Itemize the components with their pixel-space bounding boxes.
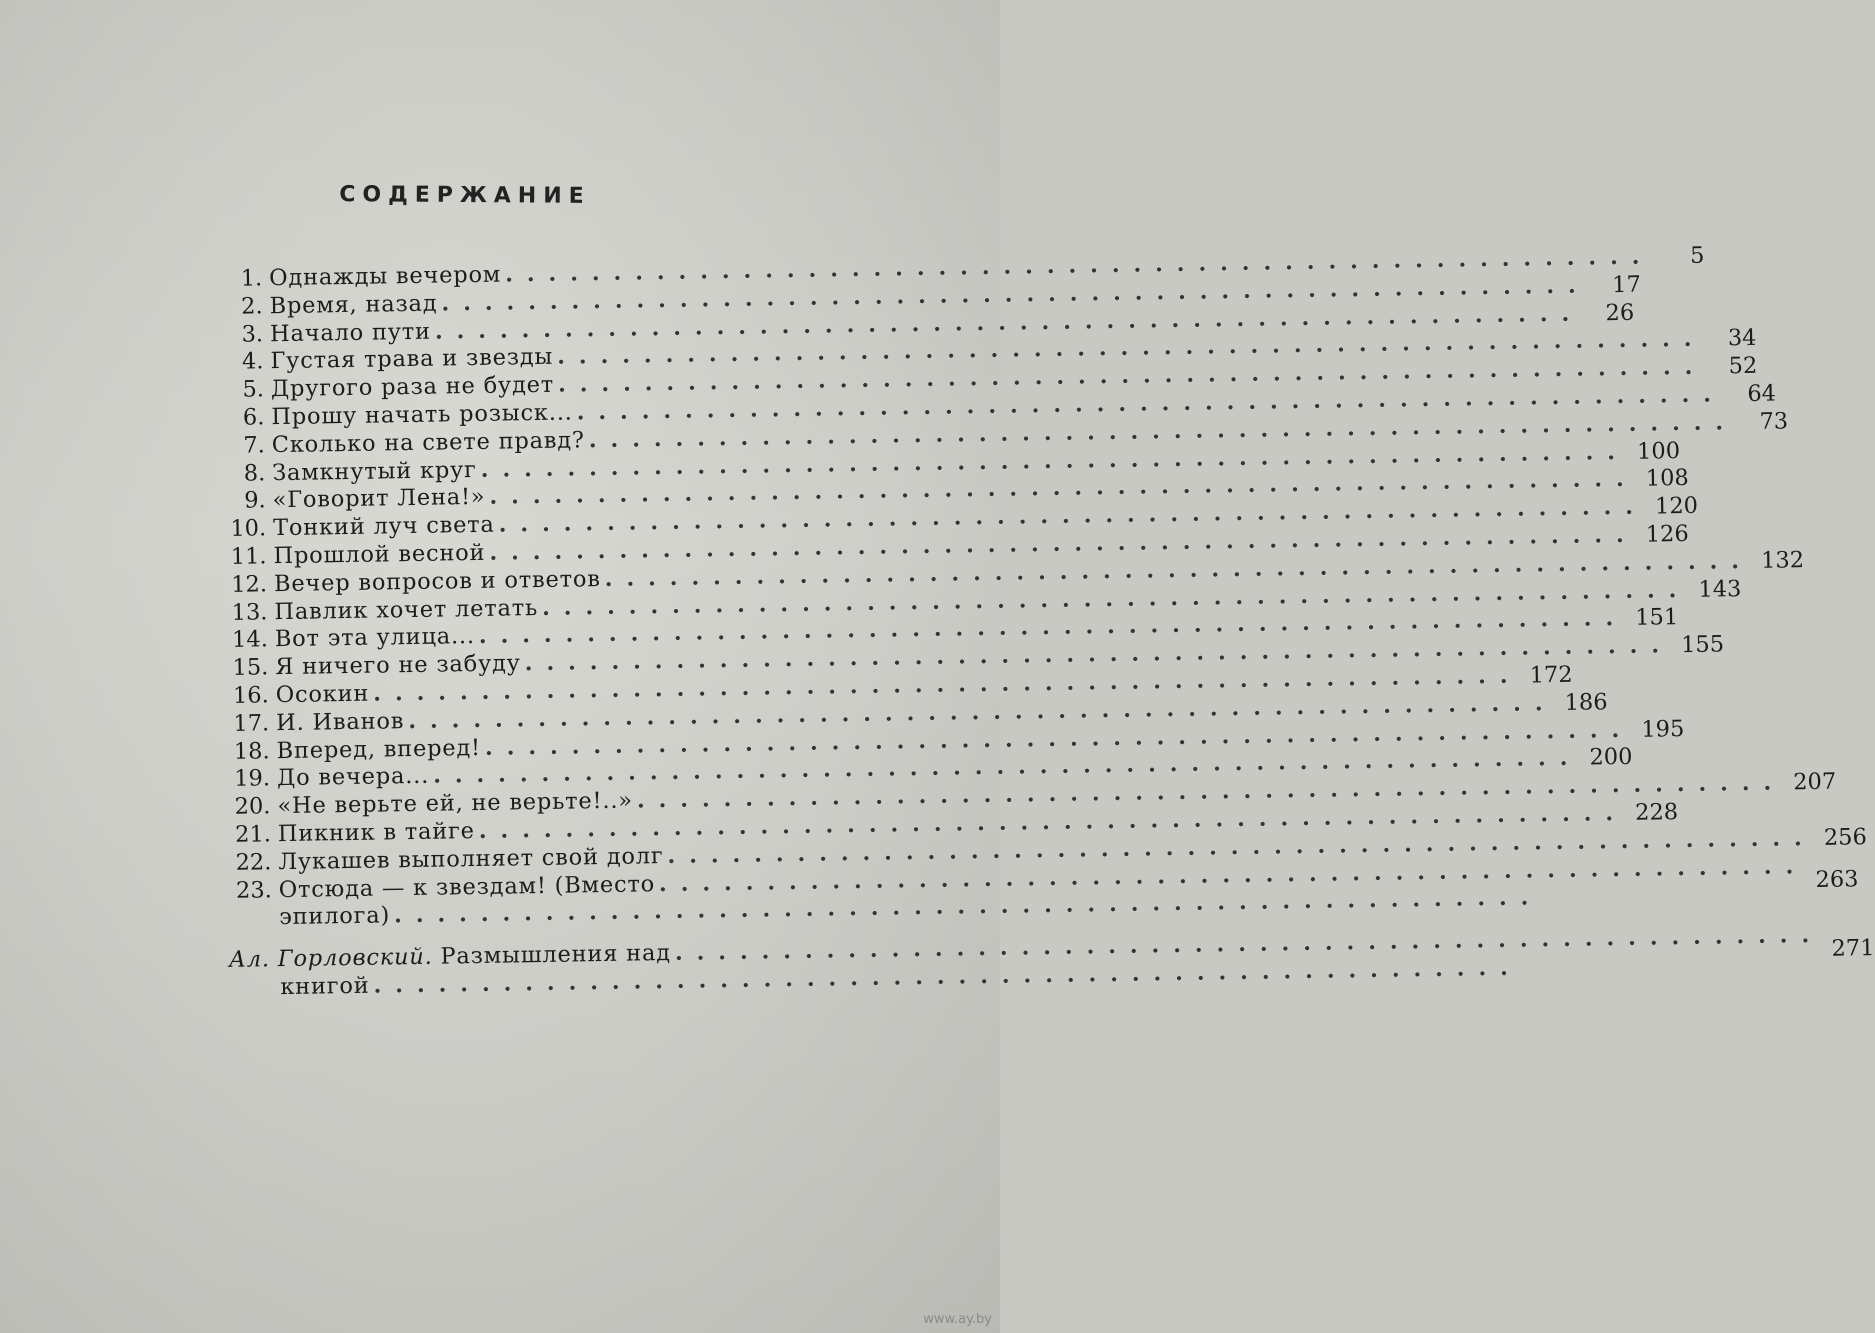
entry-title: Лукашев выполняет свой долг — [278, 842, 664, 875]
entry-page-number: 126 — [1645, 520, 1689, 548]
entry-page-number: 132 — [1760, 546, 1805, 574]
entry-page-number: 26 — [1605, 299, 1635, 326]
entry-page-number: 52 — [1728, 353, 1758, 380]
entry-page-number: 228 — [1634, 799, 1679, 826]
entry-title: Вот эта улица... — [274, 623, 476, 653]
entry-title: Прошу начать розыск... — [271, 399, 573, 431]
entry-number: 3. — [241, 320, 264, 348]
entry-number: 18. — [233, 737, 270, 765]
entry-title: Павлик хочет летать — [274, 594, 539, 625]
entry-number: 15. — [232, 654, 269, 681]
entry-title: Осокин — [275, 680, 370, 709]
entry-page-number: 172 — [1529, 661, 1573, 689]
watermark: www.ay.by — [923, 1312, 992, 1327]
entry-title-line2: эпилога) — [279, 902, 391, 931]
entry-title: Пикник в тайге — [277, 817, 475, 848]
entry-title: Я ничего не забуду — [275, 650, 521, 681]
entry-page-number: 151 — [1635, 604, 1679, 632]
entry-page-number: 155 — [1680, 631, 1725, 659]
entry-title: «Не верьте ей, не верьте!..» — [277, 787, 634, 820]
entry-title: Сколько на свете правд? — [271, 427, 585, 458]
entry-number: 9. — [244, 487, 266, 514]
afterword-author: Ал. Горловский. — [228, 943, 433, 974]
entry-page-number: 34 — [1727, 325, 1757, 352]
entry-page-number: 207 — [1793, 768, 1837, 796]
toc-entry-23 — [228, 865, 1859, 933]
entry-title: Однажды вечером — [268, 261, 502, 292]
afterword-title-line1: Размышления над — [440, 940, 672, 970]
entry-page-number: 64 — [1747, 380, 1777, 407]
entry-number: 22. — [235, 848, 272, 876]
entry-number: 6. — [242, 404, 265, 431]
entry-number: 16. — [232, 682, 269, 709]
entry-title: Прошлой весной — [273, 539, 486, 570]
entry-number: 13. — [231, 598, 268, 626]
entry-number: 4. — [241, 348, 264, 376]
toc-afterword — [228, 935, 1875, 1002]
entry-page-number: 120 — [1654, 492, 1699, 520]
entry-number: 2. — [240, 293, 263, 320]
entry-page-number: 195 — [1641, 715, 1685, 743]
entry-title: До вечера... — [276, 763, 430, 792]
entry-title: Тонкий луч света — [272, 511, 495, 542]
afterword-page-number: 271 — [1831, 935, 1875, 962]
entry-title: Вечер вопросов и ответов — [273, 565, 601, 597]
entry-number: 20. — [234, 793, 271, 820]
entry-title: Другого раза не будет — [270, 371, 555, 403]
entry-title: Начало пути — [269, 318, 432, 347]
entry-title: Вперед, вперед! — [276, 734, 482, 764]
entry-number: 1. — [240, 265, 263, 292]
entry-number: 10. — [230, 515, 267, 543]
entry-page-number: 73 — [1759, 408, 1789, 435]
entry-page-number: 108 — [1645, 465, 1689, 492]
afterword-title-line2: книгой — [280, 972, 370, 1001]
entry-title: Замкнутый круг — [272, 456, 477, 486]
entry-number: 23. — [235, 876, 273, 904]
toc-entries — [218, 242, 1867, 877]
entry-title: «Говорит Лена!» — [272, 484, 486, 514]
entry-number: 5. — [242, 376, 265, 403]
entry-page-number: 100 — [1636, 437, 1681, 465]
contents-heading: СОДЕРЖАНИЕ — [339, 182, 591, 209]
entry-number: 17. — [233, 710, 270, 737]
entry-page-number: 186 — [1564, 688, 1608, 716]
entry-number: 7. — [243, 432, 266, 459]
entry-page-number: 17 — [1611, 271, 1641, 298]
entry-number: 21. — [234, 821, 272, 848]
entry-number: 8. — [243, 459, 266, 487]
entry-page-number: 143 — [1698, 575, 1742, 603]
entry-page-number: 263 — [1815, 865, 1859, 893]
entry-title: Время, назад — [269, 290, 438, 319]
entry-page-number: 256 — [1823, 823, 1867, 851]
entry-number: 11. — [230, 543, 267, 570]
table-of-contents — [218, 242, 1875, 1002]
entry-number: 12. — [231, 571, 268, 598]
entry-title-line1: Отсюда — к звездам! (Вместо — [278, 870, 656, 903]
entry-title: Густая трава и звезды — [270, 344, 554, 375]
entry-page-number: 5 — [1689, 242, 1705, 269]
entry-number: 14. — [231, 626, 269, 654]
entry-number: 19. — [234, 765, 271, 793]
entry-page-number: 200 — [1589, 744, 1633, 771]
entry-title: И. Иванов — [275, 707, 405, 736]
